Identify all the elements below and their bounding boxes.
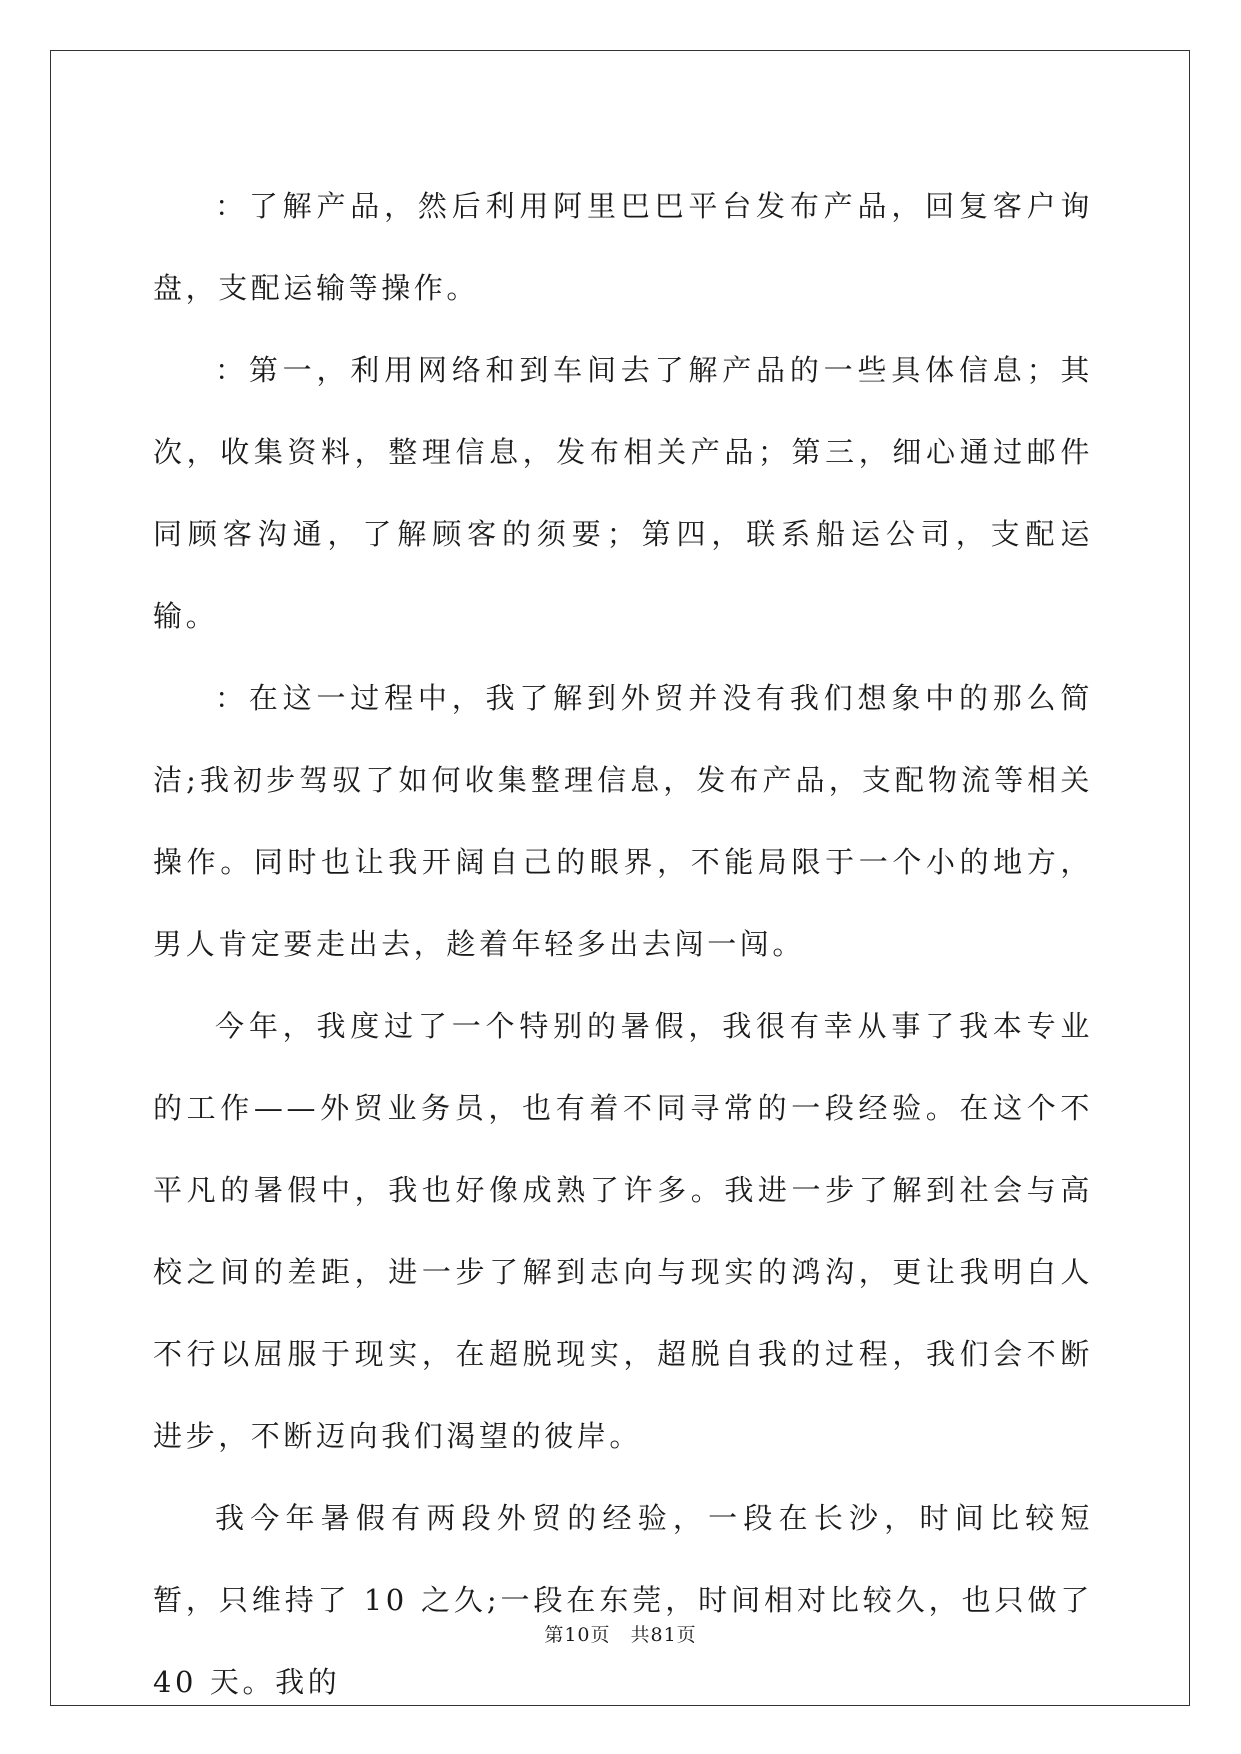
document-body [153,165,1106,1723]
paragraph-4: 今年，我度过了一个特别的暑假，我很有幸从事了我本专业的工作——外贸业务员，也有着不同寻常的一段经验。在这个不平凡的暑假中，我也好像成熟了许多。我进一步了解到社会与高校之间的差距，进一步了解到志向与现实的鸿沟，更让我明白人不行以屈服于现实，在超脱现实，超脱自我的过程，我们会不断进步，不断迈向我们渴望的彼岸。 [153,1009,1093,1453]
page-number-footer: 第10页 共81页 [544,1624,697,1646]
paragraph-5: 我今年暑假有两段外贸的经验，一段在长沙，时间比较短暂，只维持了 10 之久;一段在东莞，时间相对比较久，也只做了 40 天。我的 [153,1501,1106,1699]
paragraph-2: ：第一，利用网络和到车间去了解产品的一些具体信息；其次，收集资料，整理信息，发布相关产品；第三，细心通过邮件同顾客沟通，了解顾客的须要；第四，联系船运公司，支配运输。 [153,353,1093,633]
paragraph-1: ：了解产品，然后利用阿里巴巴平台发布产品，回复客户询盘，支配运输等操作。 [153,189,1093,305]
paragraph-3: ：在这一过程中，我了解到外贸并没有我们想象中的那么简洁;我初步驾驭了如何收集整理信息，发布产品，支配物流等相关操作。同时也让我开阔自己的眼界，不能局限于一个小的地方，男人肯定要走出去，趁着年轻多出去闯一闯。 [153,681,1093,961]
